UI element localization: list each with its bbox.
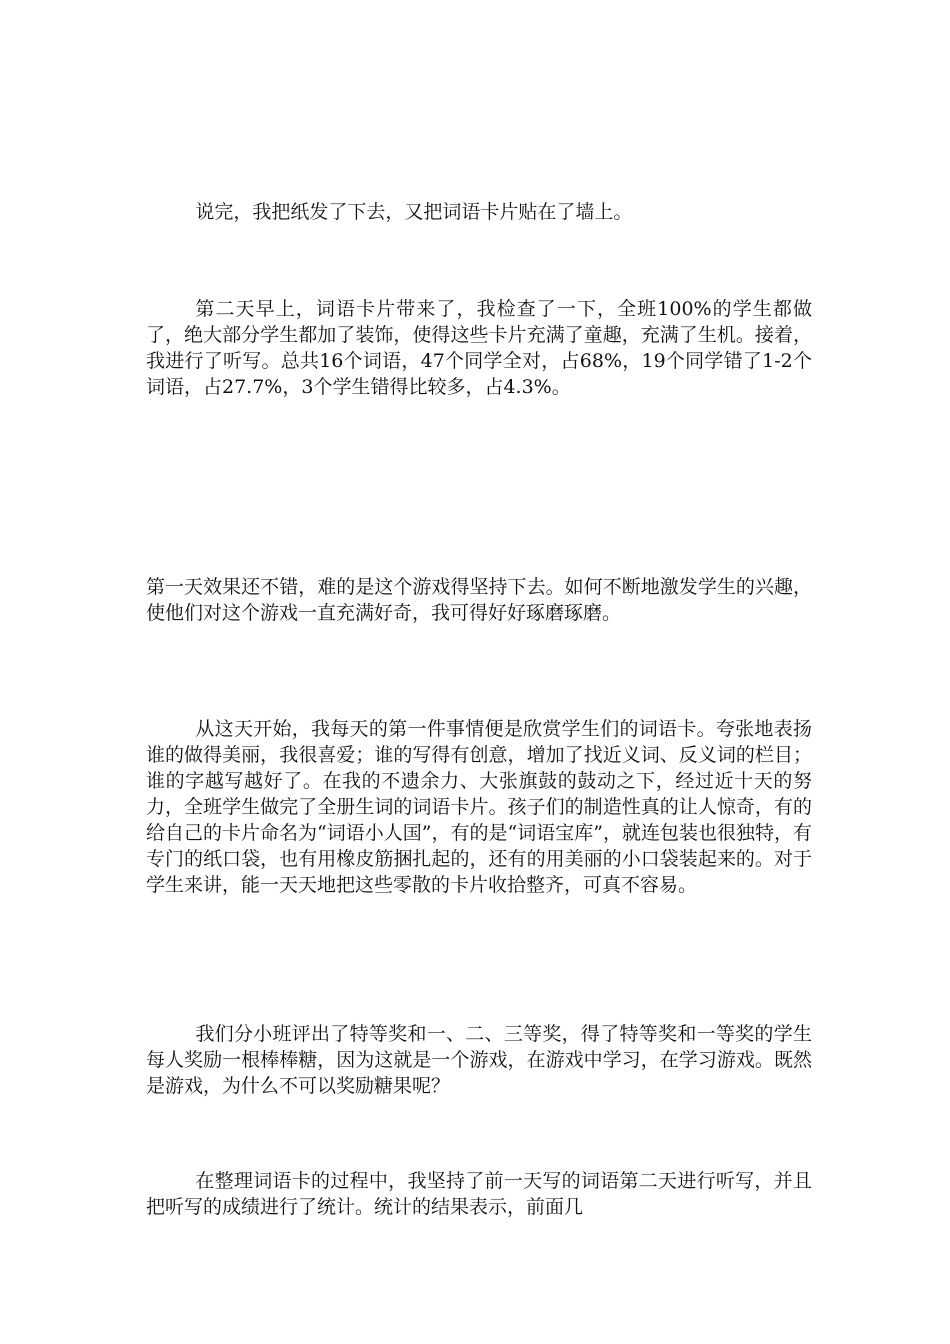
paragraph-1: 说完，我把纸发了下去，又把词语卡片贴在了墙上。 xyxy=(195,201,633,223)
paragraph-3: 第一天效果还不错，难的是这个游戏得坚持下去。如何不断地激发学生的兴趣，使他们对这个游戏一直充满好奇，我可得好好琢磨琢磨。 xyxy=(146,576,812,624)
paragraph-2: 第二天早上，词语卡片带来了，我检查了一下，全班100%的学生都做了，绝大部分学生都加了装饰，使得这些卡片充满了童趣，充满了生机。接着，我进行了听写。总共16个词语，47个同学全对，占68%，19个同学错了1-2个词语，占27.7%，3个学生错得比较多，占4.3%。 xyxy=(146,298,812,398)
paragraph-5: 我们分小班评出了特等奖和一、二、三等奖，得了特等奖和一等奖的学生每人奖励一根棒棒糖，因为这就是一个游戏，在游戏中学习，在学习游戏。既然是游戏，为什么不可以奖励糖果呢？ xyxy=(146,1023,812,1097)
paragraph-4: 从这天开始，我每天的第一件事情便是欣赏学生们的词语卡。夸张地表扬谁的做得美丽，我很喜爱；谁的写得有创意，增加了找近义词、反义词的栏目；谁的字越写越好了。在我的不遗余力、大张旗鼓的鼓动之下，经过近十天的努力，全班学生做完了全册生词的词语卡片。孩子们的制造性真的让人惊奇，有的给自己的卡片命名为“词语小人国”，有的是“词语宝库”，就连包装也很独特，有专门的纸口袋，也有用橡皮筋捆扎起的，还有的用美丽的小口袋装起来的。对于学生来讲，能一天天地把这些零散的卡片收拾整齐，可真不容易。 xyxy=(146,718,812,896)
paragraph-6: 在整理词语卡的过程中，我坚持了前一天写的词语第二天进行听写，并且把听写的成绩进行了统计。统计的结果表示，前面几 xyxy=(146,1170,812,1218)
